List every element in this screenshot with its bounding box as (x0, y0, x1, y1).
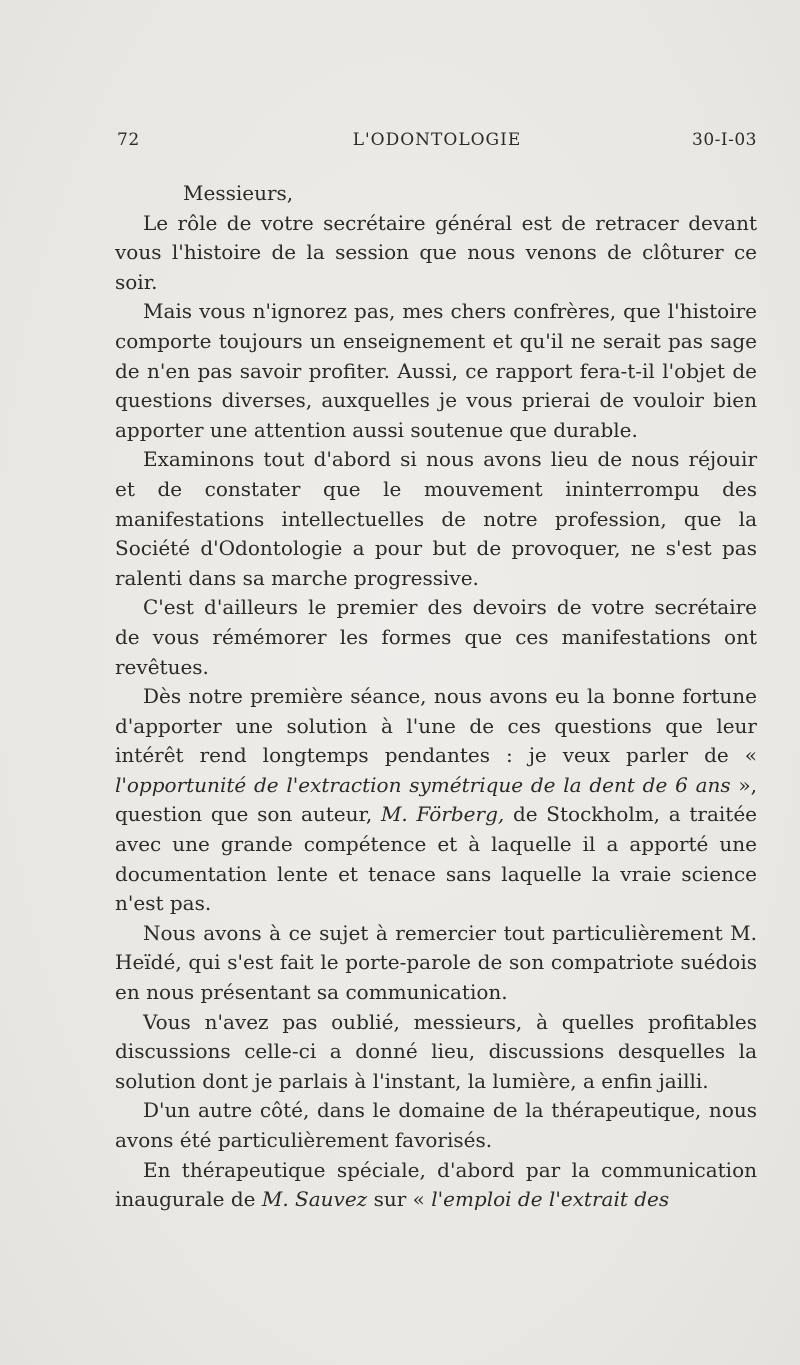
paragraph (115, 1096, 757, 1155)
italic-text: l'emploi de l'extrait des (431, 1187, 670, 1212)
running-header (117, 130, 757, 160)
text-segment: Mais vous n'ignorez pas, mes chers confrères, que l'histoire comporte toujours un enseignement et qu'il ne serait pas sage de n'en pas savoir profiter. Aussi, ce rapport fera-t-il l'objet de questions diverses, auxquelles je vous prierai de vouloir bien apporter une attention aussi soutenue que durable. (115, 299, 757, 442)
text-segment: Nous avons à ce sujet à remercier tout particulièrement M. Heïdé, qui s'est fait le porte-parole de son compatriote suédois en nous présentant sa communication. (115, 920, 757, 1005)
text-segment: Dès notre première séance, nous avons eu la bonne fortune d'apporter une solution à l'une de ces questions que leur intérêt rend longtemps pendantes : je veux parler de « (115, 684, 757, 768)
salutation: Messieurs, (183, 181, 294, 205)
paragraph (115, 682, 757, 919)
text-segment: », question que son auteur, (115, 772, 757, 827)
text-segment: En thérapeutique spéciale, d'abord par la communication inaugurale de (115, 1157, 757, 1212)
paragraph (115, 297, 757, 445)
paragraph (115, 919, 757, 1008)
text-segment: D'un autre côté, dans le domaine de la thérapeutique, nous avons été particulièrement favorisés. (115, 1098, 757, 1152)
page-number: 72 (117, 130, 140, 150)
italic-text: M. Förberg, (380, 802, 505, 827)
issue-date: 30-I-03 (692, 130, 757, 150)
paragraph (115, 1156, 757, 1215)
paragraph (115, 1008, 757, 1097)
text-segment: Le rôle de votre secrétaire général est de retracer devant vous l'histoire de la session que nous venons de clôturer ce soir. (115, 210, 757, 294)
italic-text: l'opportunité de l'extraction symétrique de la dent de 6 ans (115, 772, 731, 797)
paragraph (115, 593, 757, 682)
text-segment: sur « (367, 1187, 432, 1212)
italic-text: M. Sauvez (261, 1187, 368, 1212)
text-segment: Examinons tout d'abord si nous avons lieu de nous réjouir et de constater que le mouvement ininterrompu des manifestations intellectuelles de notre profession, que la Société d'Odontologie a pour but de provoquer, ne s'est pas ralenti dans sa marche progressive. (115, 447, 757, 590)
body-text (115, 179, 757, 1215)
journal-title: L'ODONTOLOGIE (352, 130, 522, 150)
text-segment: de Stockholm, a traitée avec une grande compétence et à laquelle il a apporté une documentation lente et tenace sans laquelle la vraie science n'est pas. (115, 802, 758, 916)
paragraph (115, 445, 757, 593)
text-segment: C'est d'ailleurs le premier des devoirs de votre secrétaire de vous rémémorer les formes que ces manifestations ont revêtues. (115, 595, 757, 679)
text-segment: Vous n'avez pas oublié, messieurs, à quelles profitables discussions celle-ci a donné lieu, discussions desquelles la solution dont je parlais à l'instant, la lumière, a enfin jailli. (115, 1009, 757, 1093)
paragraph (115, 209, 757, 298)
